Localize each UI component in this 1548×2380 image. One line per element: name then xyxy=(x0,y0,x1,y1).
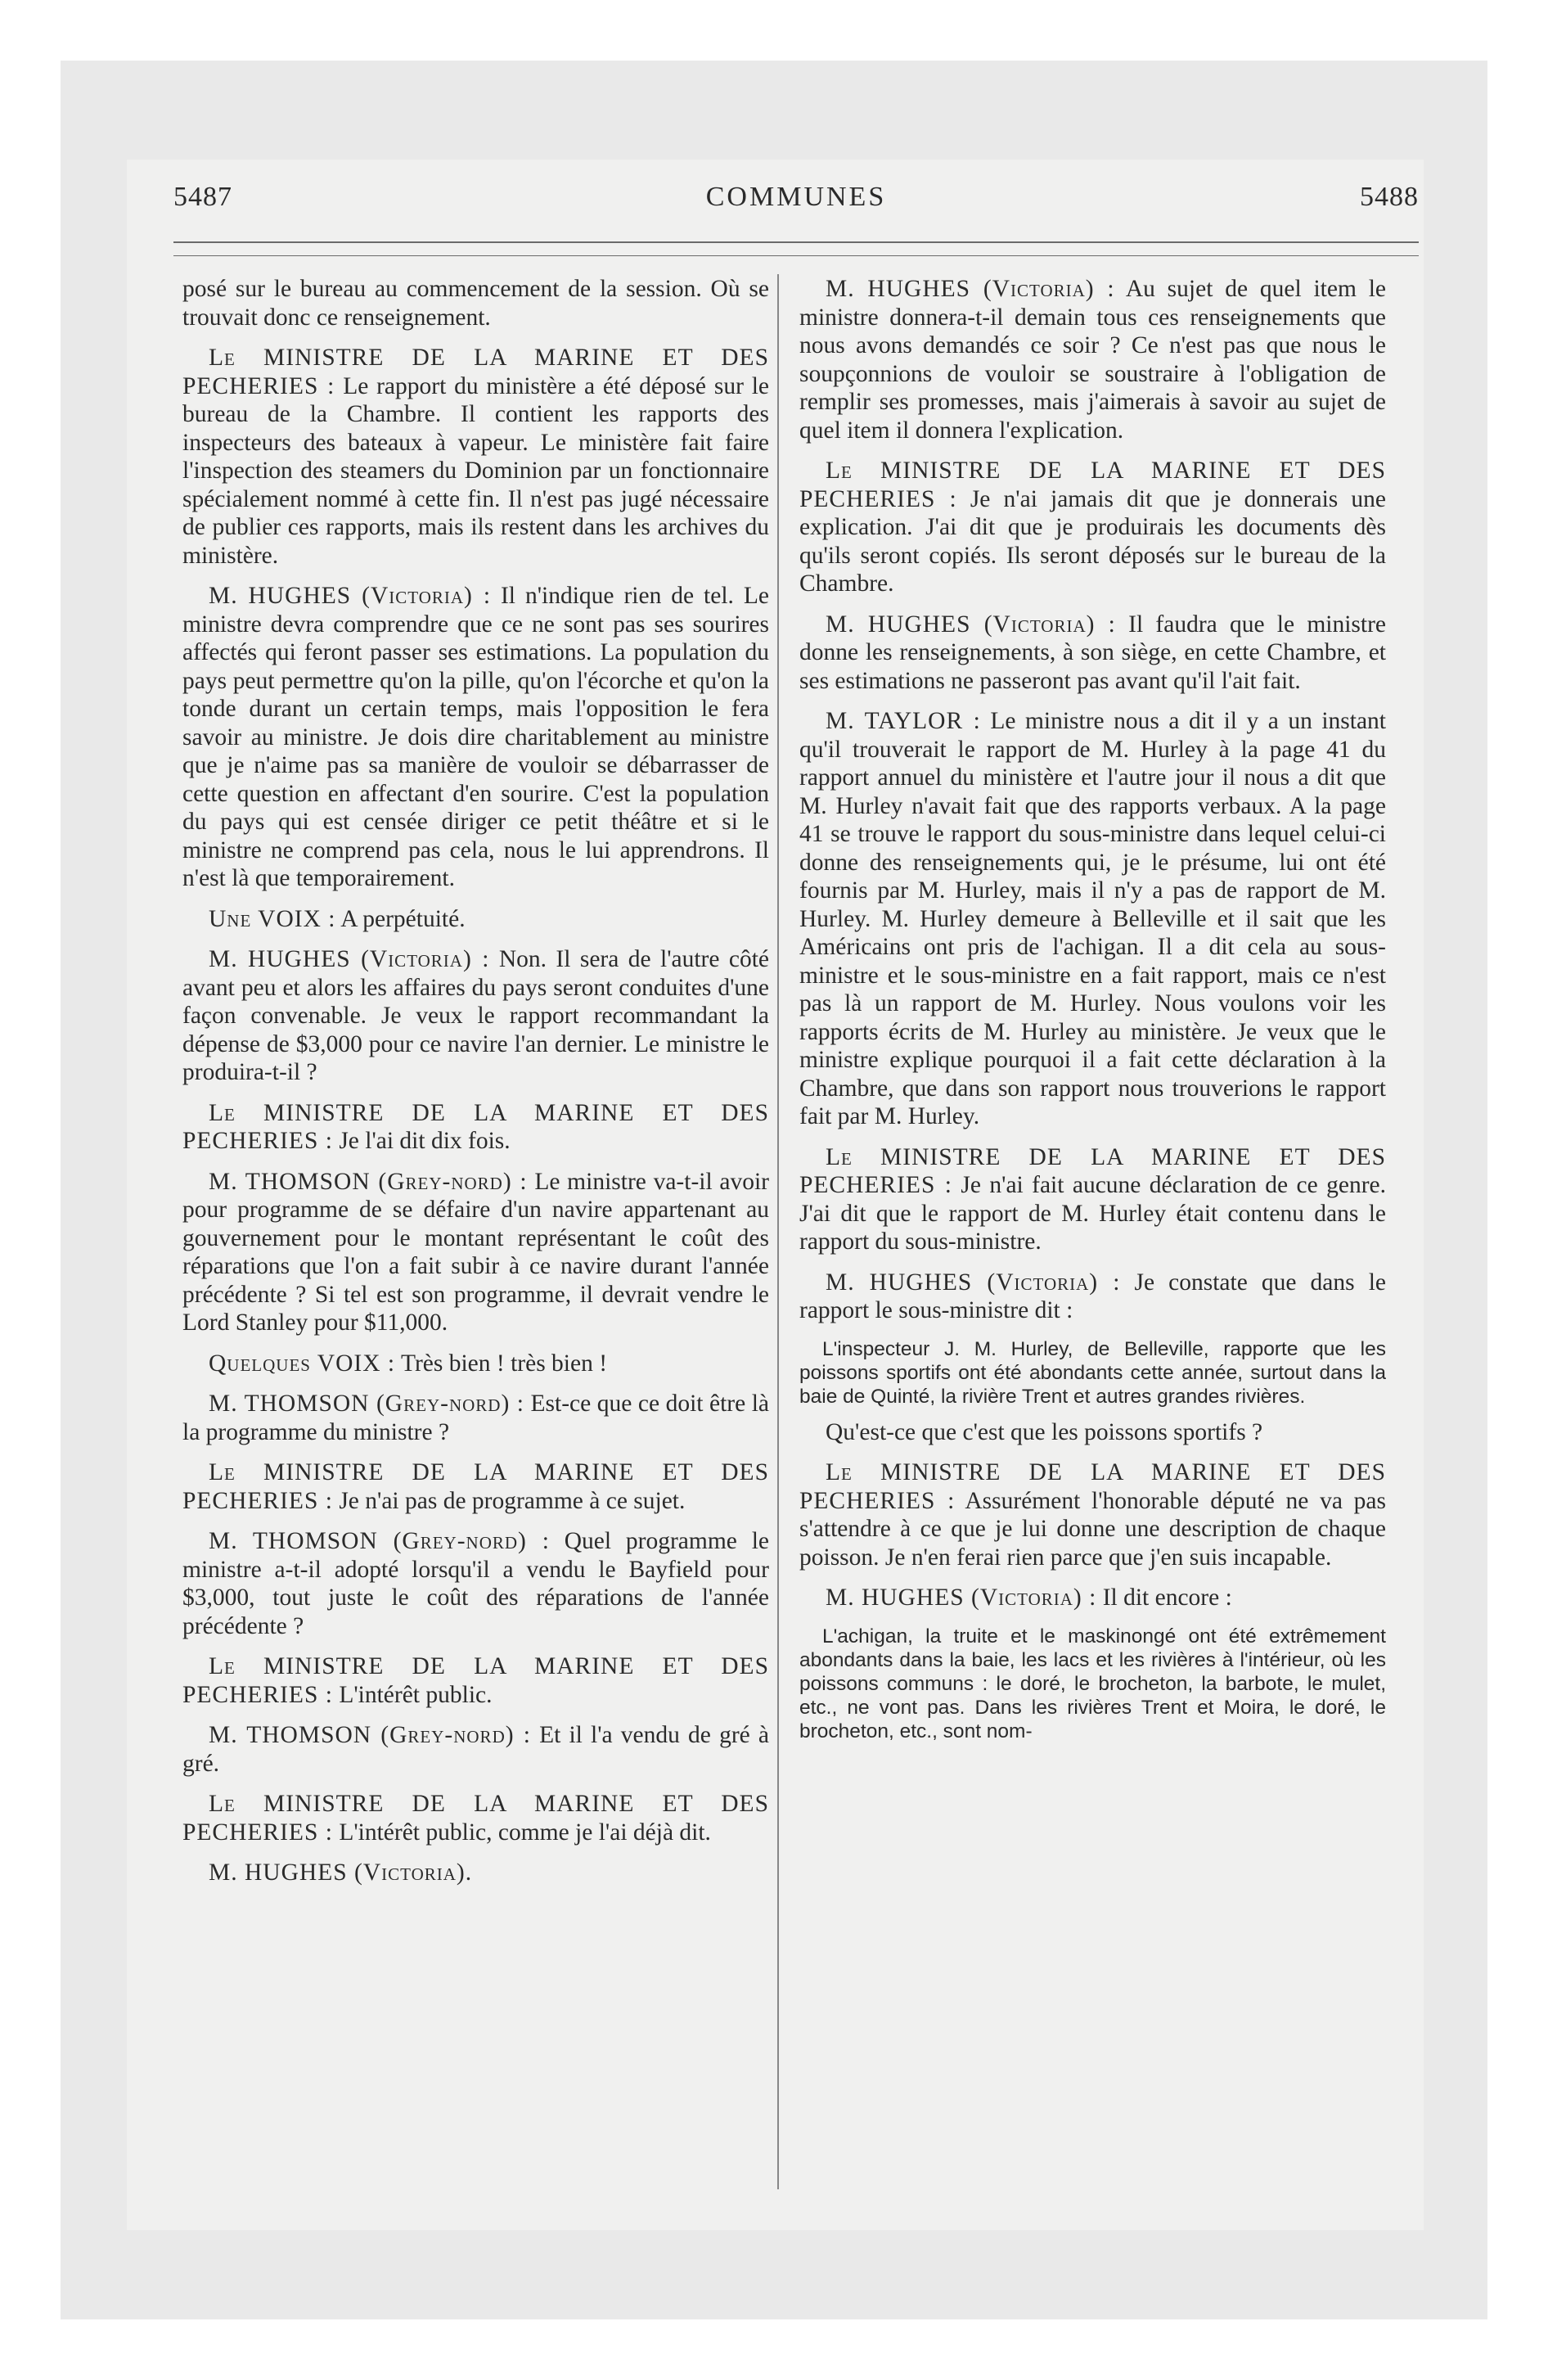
paragraph xyxy=(799,1418,1386,1447)
paragraph-text: Le rapport du ministère a été déposé sur le bureau de la Chambre. Il contient les rapports des inspecteurs des bateaux à vapeur. Le ministère fait faire l'inspection des steamers du Dominion par un fonctionnaire spécialement nommé à cette fin. Il n'est pas jugé nécessaire de publier ces rapports, mais ils restent dans les archives du ministère. xyxy=(182,372,769,569)
paragraph xyxy=(182,1652,769,1709)
paragraph xyxy=(799,1143,1386,1256)
paragraph xyxy=(799,1269,1386,1325)
speaker-name: M. TAYLOR : xyxy=(826,708,981,734)
page-number-right: 5488 xyxy=(1360,182,1419,212)
right-column xyxy=(799,275,1386,1753)
paragraph xyxy=(799,1458,1386,1571)
paragraph-text: Est-ce que ce doit être là la programme du ministre ? xyxy=(182,1391,769,1445)
speaker-name: Le MINISTRE DE LA MARINE ET DES PECHERIES : xyxy=(799,1459,1386,1514)
paragraph-text: Il n'indique rien de tel. Le ministre devra comprendre que ce ne sont pas ses sourires affectés qui feront passer ses estimations. La population du pays peut permettre qu'on la pille, qu'on l'écorche et qu'on la tonde durant un certain temps, mais l'opposition le fera savoir au ministre. Je dois dire charitablement au ministre que je n'aime pas sa manière de vouloir se débarrasser de cette question en affectant d'en sourire. C'est la population du pays qui est censée diriger ce petit théâtre et si le ministre ne comprend pas cela, nous le lui apprendrons. Il n'est là que temporairement. xyxy=(182,583,769,891)
paragraph-text: Qu'est-ce que c'est que les poissons sportifs ? xyxy=(826,1418,1263,1445)
paragraph-text: Le ministre va-t-il avoir pour programme de se défaire d'un navire appartenant au gouvernement pour le montant représentant le coût des réparations que l'on a fait subir à ce navire durant l'année précédente ? Si tel est son programme, il devrait vendre le Lord Stanley pour $11,000. xyxy=(182,1168,770,1336)
paragraph xyxy=(182,1859,769,1887)
paragraph xyxy=(182,582,769,893)
paragraph-text: Je n'ai fait aucune déclaration de ce genre. J'ai dit que le rapport de M. Hurley était contenu dans le rapport du sous-ministre. xyxy=(799,1172,1386,1255)
left-column xyxy=(182,275,769,1900)
speaker-name: M. HUGHES (Victoria) : xyxy=(209,583,492,609)
quotation xyxy=(799,1625,1386,1743)
paragraph-text: Assurément l'honorable député ne va pas s'attendre à ce que je lui donne une description de chaque poisson. Je n'en ferai rien parce que j'en suis incapable. xyxy=(799,1487,1386,1571)
paragraph xyxy=(799,707,1386,1131)
paragraph xyxy=(182,344,769,570)
speaker-name: Le MINISTRE DE LA MARINE ET DES PECHERIES : xyxy=(799,1143,1386,1198)
speaker-name: M. HUGHES (Victoria) : xyxy=(826,276,1115,302)
quotation xyxy=(799,1337,1386,1409)
speaker-name: M. HUGHES (Victoria). xyxy=(209,1859,473,1886)
speaker-name: M. HUGHES (Victoria) : xyxy=(209,946,490,972)
paragraph xyxy=(182,1099,769,1156)
paragraph xyxy=(182,945,769,1087)
paragraph xyxy=(182,1168,769,1337)
paragraph-text: Il faudra que le ministre donne les renseignements, à son siège, en cette Chambre, et ses estimations ne passeront pas avant qu'il l'ait fait. xyxy=(799,611,1387,694)
paragraph-text: A perpétuité. xyxy=(340,905,466,932)
speaker-name: Le MINISTRE DE LA MARINE ET DES PECHERIES : xyxy=(182,1099,769,1154)
paragraph-text: Non. Il sera de l'autre côté avant peu et alors les affaires du pays seront conduites d'une façon convenable. Je veux le rapport recommandant la dépense de $3,000 pour ce navire l'an dernier. Le ministre le produira-t-il ? xyxy=(182,946,770,1085)
paragraph xyxy=(182,1527,769,1640)
paragraph xyxy=(182,905,769,934)
paragraph-text: Je l'ai dit dix fois. xyxy=(339,1128,511,1154)
speaker-name: M. THOMSON (Grey-nord) : xyxy=(209,1391,524,1417)
paragraph xyxy=(182,1721,769,1778)
paragraph-text: Je n'ai jamais dit que je donnerais une explication. J'ai dit que je produirais les documents dès qu'ils seront copiés. Ils seront déposés sur le bureau de la Chambre. xyxy=(799,485,1386,597)
speaker-name: Une VOIX : xyxy=(209,905,336,932)
speaker-name: M. HUGHES (Victoria) : xyxy=(826,1269,1121,1296)
paragraph-text: Très bien ! très bien ! xyxy=(400,1350,608,1377)
paragraph xyxy=(182,1458,769,1515)
header-rule-thin xyxy=(173,255,1419,256)
paragraph-text: Au sujet de quel item le ministre donnera-t-il demain tous ces renseignements que nous avons demandés ce soir ? Ce n'est pas que nous le soupçonnions de vouloir se soustraire à l'obligation de remplir ses promesses, mais j'aimerais à savoir au sujet de quel item il donnera l'explication. xyxy=(799,276,1386,444)
paragraph xyxy=(799,457,1386,598)
paragraph xyxy=(182,1390,769,1446)
quotation-text: L'achigan, la truite et le maskinongé ont été extrêmement abondants dans la baie, les lacs et les rivières à l'intérieur, où les poissons communs : le doré, le brocheton, la barbote, le mulet, etc., ne vont pas. Dans les rivières Trent et Moira, le doré, le brocheton, etc., sont nom- xyxy=(799,1625,1386,1742)
paragraph-text: L'intérêt public. xyxy=(339,1681,493,1708)
speaker-name: Le MINISTRE DE LA MARINE ET DES PECHERIES : xyxy=(182,1791,769,1846)
speaker-name: Le MINISTRE DE LA MARINE ET DES PECHERIES : xyxy=(182,1459,769,1514)
paragraph xyxy=(182,1350,769,1378)
paragraph xyxy=(799,275,1386,444)
page-title: COMMUNES xyxy=(705,182,887,212)
page-number-left: 5487 xyxy=(173,182,232,212)
paragraph xyxy=(182,1790,769,1846)
column-divider xyxy=(777,274,779,2189)
paragraph-text: Je n'ai pas de programme à ce sujet. xyxy=(339,1487,686,1514)
speaker-name: Le MINISTRE DE LA MARINE ET DES PECHERIES : xyxy=(799,458,1386,512)
paragraph-text: Quel programme le ministre a-t-il adopté lorsqu'il a vendu le Bayfield pour $3,000, tout juste le coût des réparations de l'année précédente ? xyxy=(182,1528,769,1639)
speaker-name: M. HUGHES (Victoria) : xyxy=(826,611,1116,638)
speaker-name: Le MINISTRE DE LA MARINE ET DES PECHERIES : xyxy=(182,345,769,399)
paragraph-text: Et il l'a vendu de gré à gré. xyxy=(182,1722,769,1777)
paragraph-text: L'intérêt public, comme je l'ai déjà dit. xyxy=(339,1819,711,1846)
paragraph xyxy=(799,611,1386,696)
header-rule xyxy=(173,241,1419,243)
speaker-name: M. THOMSON (Grey-nord) : xyxy=(209,1528,550,1554)
running-header xyxy=(173,182,1419,223)
speaker-name: Quelques VOIX : xyxy=(209,1350,396,1377)
speaker-name: M. THOMSON (Grey-nord) : xyxy=(209,1722,531,1748)
speaker-name: M. HUGHES (Victoria) : xyxy=(826,1584,1097,1611)
paragraph-text: Le ministre nous a dit il y a un instant qu'il trouverait le rapport de M. Hurley à la page 41 du rapport annuel du ministère et l'autre jour il nous a dit que M. Hurley n'avait fait que des rapports verbaux. A la page 41 se trouve le rapport du sous-ministre dans lequel celui-ci donne des renseignements qui, je le présume, lui ont été fournis par M. Hurley, mais il n'y a pas de rapport de M. Hurley. M. Hurley demeure à Belleville et il sait que les Américains ont pris de l'achigan. Il a dit cela au sous-ministre et le sous-ministre en a fait rapport, mais ce n'est pas là un rapport de M. Hurley. Nous voulons voir les rapports écrits de M. Hurley au ministère. Je veux que le ministre explique pourquoi il a fait cette déclaration à la Chambre, que dans son rapport nous trouverions le rapport fait par M. Hurley. xyxy=(799,708,1386,1129)
quotation-text: L'inspecteur J. M. Hurley, de Belleville, rapporte que les poissons sportifs ont été abondants cette année, surtout dans la baie de Quinté, la rivière Trent et autres grandes rivières. xyxy=(799,1337,1386,1408)
paragraph-text: Il dit encore : xyxy=(1102,1584,1232,1611)
paragraph-text: Je constate que dans le rapport le sous-ministre dit : xyxy=(799,1269,1386,1323)
speaker-name: M. THOMSON (Grey-nord) : xyxy=(209,1168,528,1195)
paragraph-text: posé sur le bureau au commencement de la session. Où se trouvait donc ce renseignement. xyxy=(182,276,769,331)
paragraph xyxy=(182,275,769,331)
speaker-name: Le MINISTRE DE LA MARINE ET DES PECHERIES : xyxy=(182,1653,769,1708)
paragraph xyxy=(799,1584,1386,1612)
